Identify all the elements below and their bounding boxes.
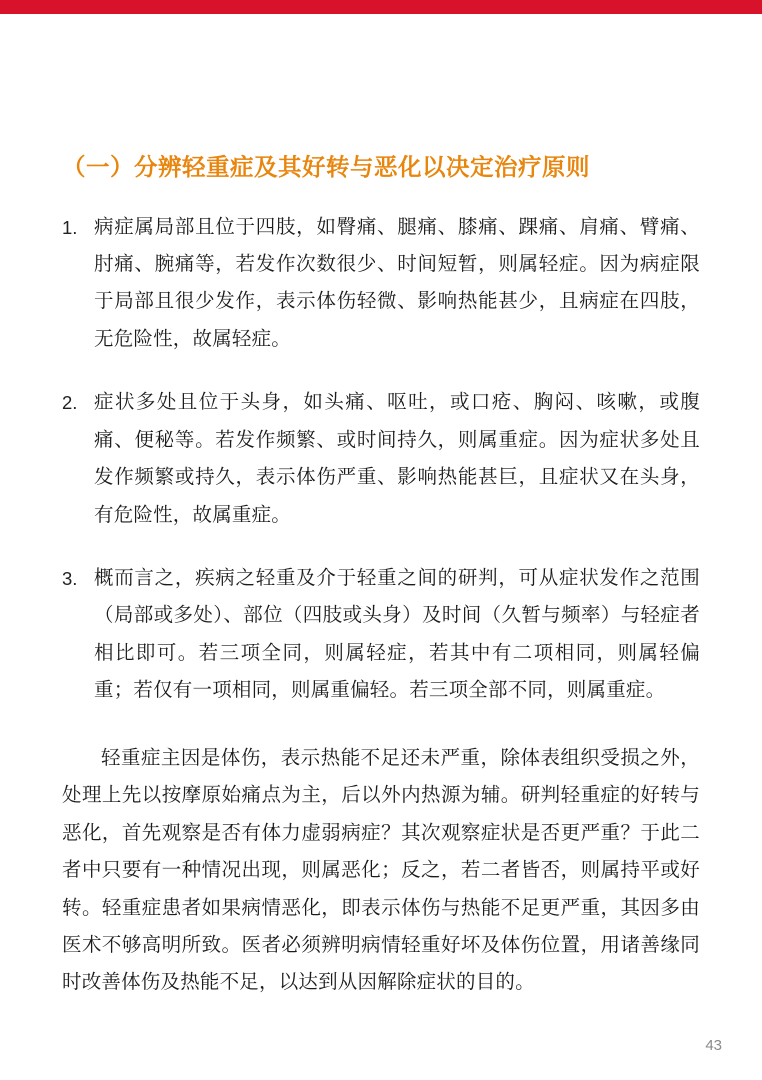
numbered-list (62, 209, 700, 710)
list-item-marker: 2. (62, 392, 78, 414)
body-paragraph: 轻重症主因是体伤，表示热能不足还未严重，除体表组织受损之外，处理上先以按摩原始痛点为主，后以外内热源为辅。研判轻重症的好转与恶化，首先观察是否有体力虚弱病症？其次观察症状是否更严重？于此二者中只要有一种情况出现，则属恶化；反之，若二者皆否，则属持平或好转。轻重症患者如果病情恶化，即表示体伤与热能不足更严重，其因多由医术不够高明所致。医者必须辨明病情轻重好坏及体伤位置，用诸善缘同时改善体伤及热能不足，以达到从因解除症状的目的。 (62, 746, 700, 994)
list-item-text: 病症属局部且位于四肢，如臀痛、腿痛、膝痛、踝痛、肩痛、臂痛、肘痛、腕痛等，若发作次数很少、时间短暂，则属轻症。因为病症限于局部且很少发作，表示体伤轻微、影响热能甚少，且病症在四肢，无危险性，故属轻症。 (94, 215, 700, 350)
list-item-marker: 3. (62, 568, 78, 590)
list-item (62, 384, 700, 534)
document-page (0, 14, 762, 1080)
list-item (62, 560, 700, 710)
list-item-marker: 1. (62, 216, 78, 238)
top-accent-bar (0, 0, 762, 14)
page-number: 43 (705, 1037, 722, 1054)
list-item-text: 概而言之，疾病之轻重及介于轻重之间的研判，可从症状发作之范围（局部或多处）、部位（四肢或头身）及时间（久暂与频率）与轻症者相比即可。若三项全同，则属轻症，若其中有二项相同，则属轻偏重；若仅有一项相同，则属重偏轻。若三项全部不同，则属重症。 (94, 567, 700, 702)
section-heading: （一）分辨轻重症及其好转与恶化以决定治疗原则 (62, 154, 590, 180)
list-item (62, 209, 700, 359)
list-item-text: 症状多处且位于头身，如头痛、呕吐，或口疮、胸闷、咳嗽，或腹痛、便秘等。若发作频繁、或时间持久，则属重症。因为症状多处且发作频繁或持久，表示体伤严重、影响热能甚巨，且症状又在头身，有危险性，故属重症。 (94, 391, 700, 526)
